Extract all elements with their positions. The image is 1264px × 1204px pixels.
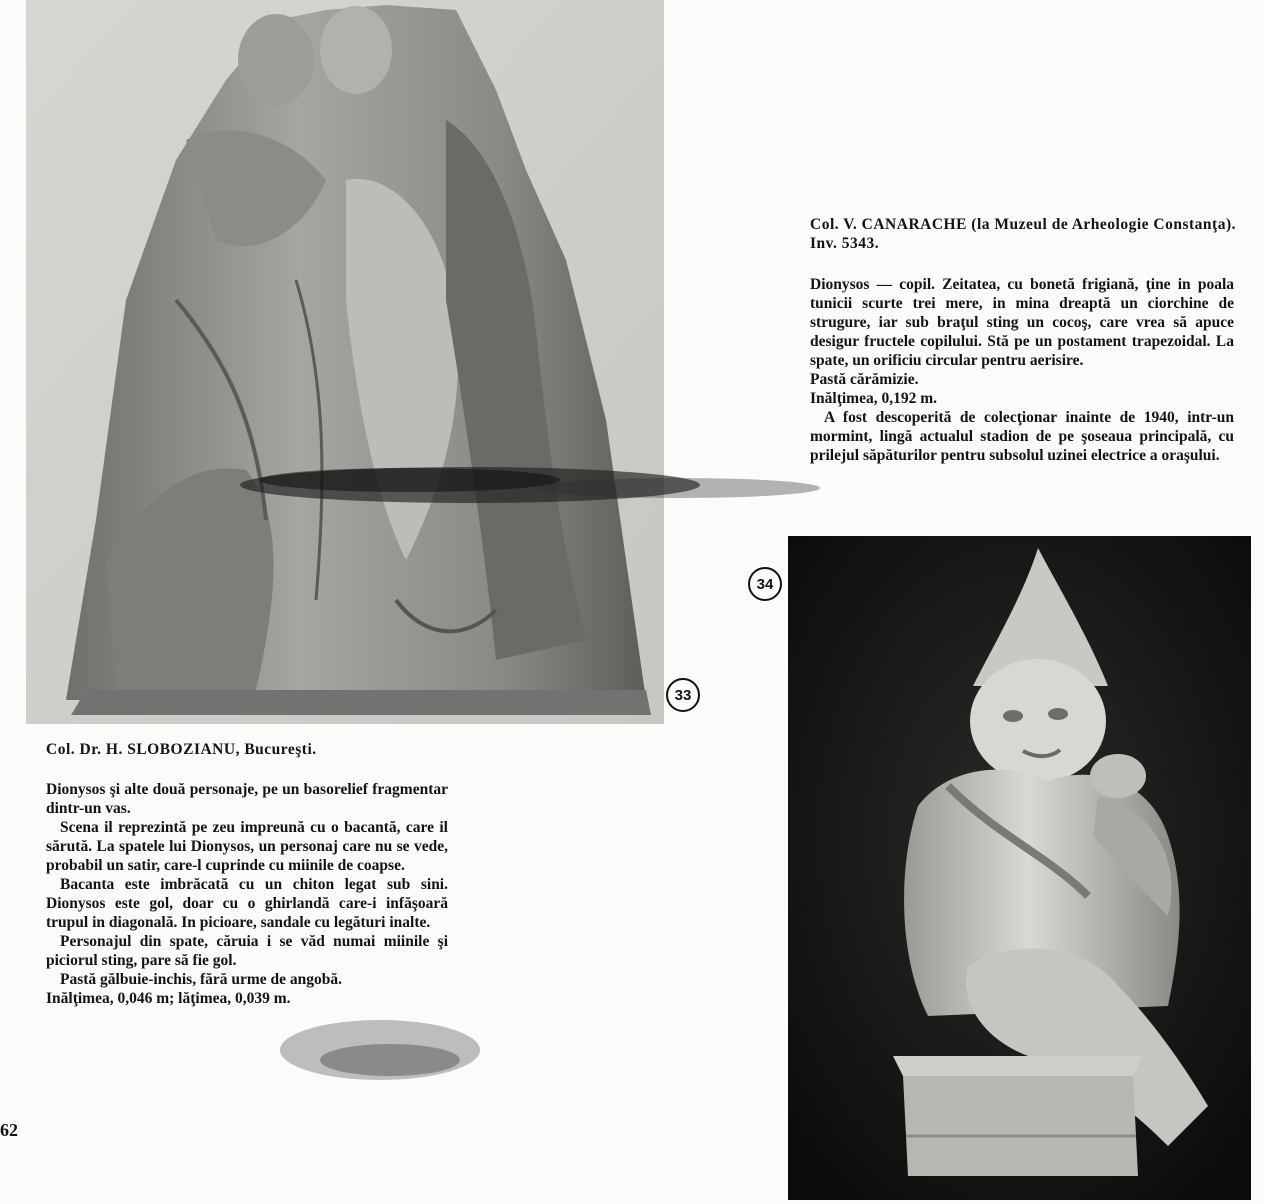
figure-number-34-label: 34 [756,575,774,593]
figure-number-33 [666,678,700,712]
collection-line-33 [46,740,446,759]
relief-photo [26,0,664,724]
paragraph-34-2: Pastă cărămizie. [810,371,919,388]
page-number: 62 [0,1120,18,1140]
paragraph-33-3: Bacanta este imbrăcată cu un chiton legat sub sini. Dionysos este gol, doar cu o ghirlandă care-i infăşoară trupul in diagonală. In picioare, sandale cu legături inalte. [46,876,448,931]
paragraph-34-4: A fost descoperită de colecţionar inainte de 1940, intr-un mormint, lingă actualul stadion de pe şoseaua principală, cu prilejul săpăturilor pentru subsolul uzinei electrice a oraşului. [810,409,1234,464]
paragraph-33-4: Personajul din spate, căruia i se văd numai miinile şi piciorul sting, pare să fie gol. [46,933,448,969]
description-34 [810,275,1234,465]
figure-number-33-label: 33 [674,686,692,704]
statuette-photo [788,536,1251,1200]
paragraph-33-1: Dionysos şi alte două personaje, pe un basorelief fragmentar dintr-un vas. [46,781,448,817]
paragraph-34-1: Dionysos — copil. Zeitatea, cu bonetă frigiană, ţine in poala tunicii scurte trei mere, in mina dreaptă un ciorchine de strugure, iar sub braţul sting un cocoş, care vrea să apuce desigur fructele copilului. Stă pe un postament trapezoidal. La spate, un orificiu circular pentru aerisire. [810,276,1234,369]
description-33 [46,780,448,1008]
collection-line-34 [810,215,1236,253]
paragraph-33-2: Scena il reprezintă pe zeu impreună cu o bacantă, care il sărută. La spatele lui Dionysos, un personaj care nu se vede, probabil un satir, care-l cuprinde cu miinile de coapse. [46,819,448,874]
figure-number-34 [748,567,782,601]
paragraph-33-6: Inălţimea, 0,046 m; lăţimea, 0,039 m. [46,990,291,1007]
collection-text-34: Col. V. CANARACHE (la Muzeul de Arheologie Constanţa). Inv. 5343. [810,216,1236,252]
scan-smudge-lower [270,990,500,1110]
paragraph-34-3: Inălţimea, 0,192 m. [810,390,938,407]
collection-text-33: Col. Dr. H. SLOBOZIANU, Bucureşti. [46,741,317,758]
paragraph-33-5: Pastă gălbuie-inchis, fără urme de angobă. [60,971,343,988]
